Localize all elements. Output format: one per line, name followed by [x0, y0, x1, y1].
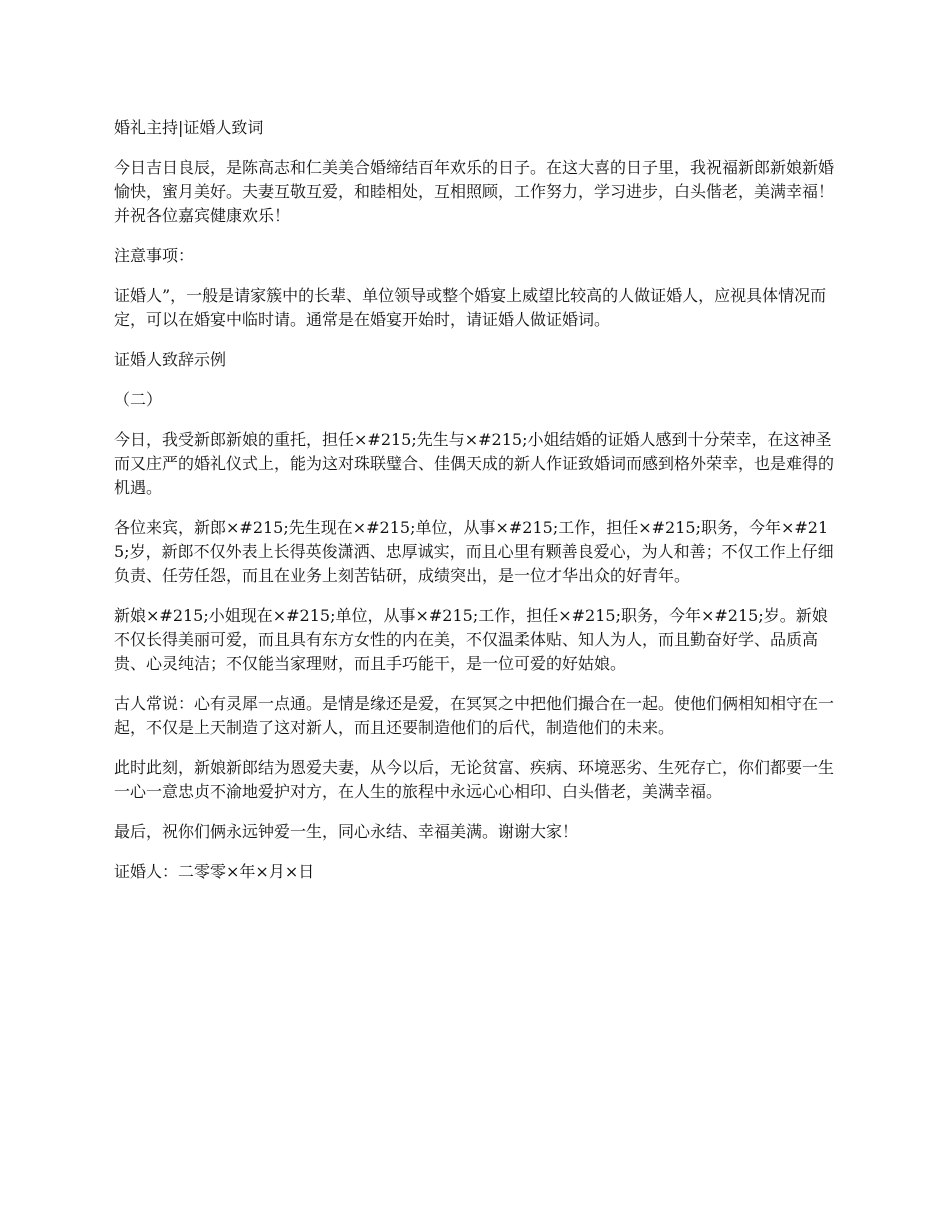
paragraph-example-number: （二）: [114, 390, 163, 409]
paragraph-vow: 此时此刻，新娘新郎结为恩爱夫妻，从今以后，无论贫富、疾病、环境恶劣、生死存亡，你们都要一生一心一意忠贞不渝地爱护对方，在人生的旅程中永远心心相印、白头偕老，美满幸福。: [114, 758, 835, 801]
paragraph-intro: 今日，我受新郎新娘的重托，担任×#215;先生与×#215;小姐结婚的证婚人感到十分荣幸，在这神圣而又庄严的婚礼仪式上，能为这对珠联璧合、佳偶天成的新人作证致婚词而感到格外荣幸，也是难得的机遇。: [114, 430, 835, 497]
document-body: [114, 116, 838, 900]
paragraph-groom: 各位来宾，新郎×#215;先生现在×#215;单位，从事×#215;工作，担任×#215;职务，今年×#215;岁，新郎不仅外表上长得英俊潇洒、忠厚诚实，而且心里有颗善良爱心，为人和善；不仅工作上仔细负责、任劳任怨，而且在业务上刻苦钻研，成绩突出，是一位才华出众的好青年。: [114, 518, 834, 585]
paragraph-signature: 证婚人：二零零×年×月×日: [114, 862, 315, 881]
document-title: 婚礼主持|证婚人致词: [114, 118, 264, 137]
paragraph-example-heading: 证婚人致辞示例: [114, 350, 227, 369]
paragraph-fate: 古人常说：心有灵犀一点通。是情是缘还是爱，在冥冥之中把他们撮合在一起。使他们俩相知相守在一起，不仅是上天制造了这对新人，而且还要制造他们的后代，制造他们的未来。: [114, 694, 835, 737]
paragraph-closing: 最后，祝你们俩永远钟爱一生，同心永结、幸福美满。谢谢大家！: [114, 822, 579, 841]
paragraph-bride: 新娘×#215;小姐现在×#215;单位，从事×#215;工作，担任×#215;职务，今年×#215;岁。新娘不仅长得美丽可爱，而且具有东方女性的内在美，不仅温柔体贴、知人为人，而且勤奋好学、品质高贵、心灵纯洁；不仅能当家理财，而且手巧能干，是一位可爱的好姑娘。: [114, 606, 828, 673]
paragraph-notes-heading: 注意事项：: [114, 246, 195, 265]
paragraph-blessing: 今日吉日良辰，是陈高志和仁美美合婚缔结百年欢乐的日子。在这大喜的日子里，我祝福新郎新娘新婚愉快，蜜月美好。夫妻互敬互爱，和睦相处，互相照顾，工作努力，学习进步，白头偕老，美满幸福！并祝各位嘉宾健康欢乐！: [114, 158, 835, 225]
paragraph-notes: 证婚人”，一般是请家簇中的长辈、单位领导或整个婚宴上威望比较高的人做证婚人，应视具体情况而定，可以在婚宴中临时请。通常是在婚宴开始时，请证婚人做证婚词。: [114, 286, 827, 329]
